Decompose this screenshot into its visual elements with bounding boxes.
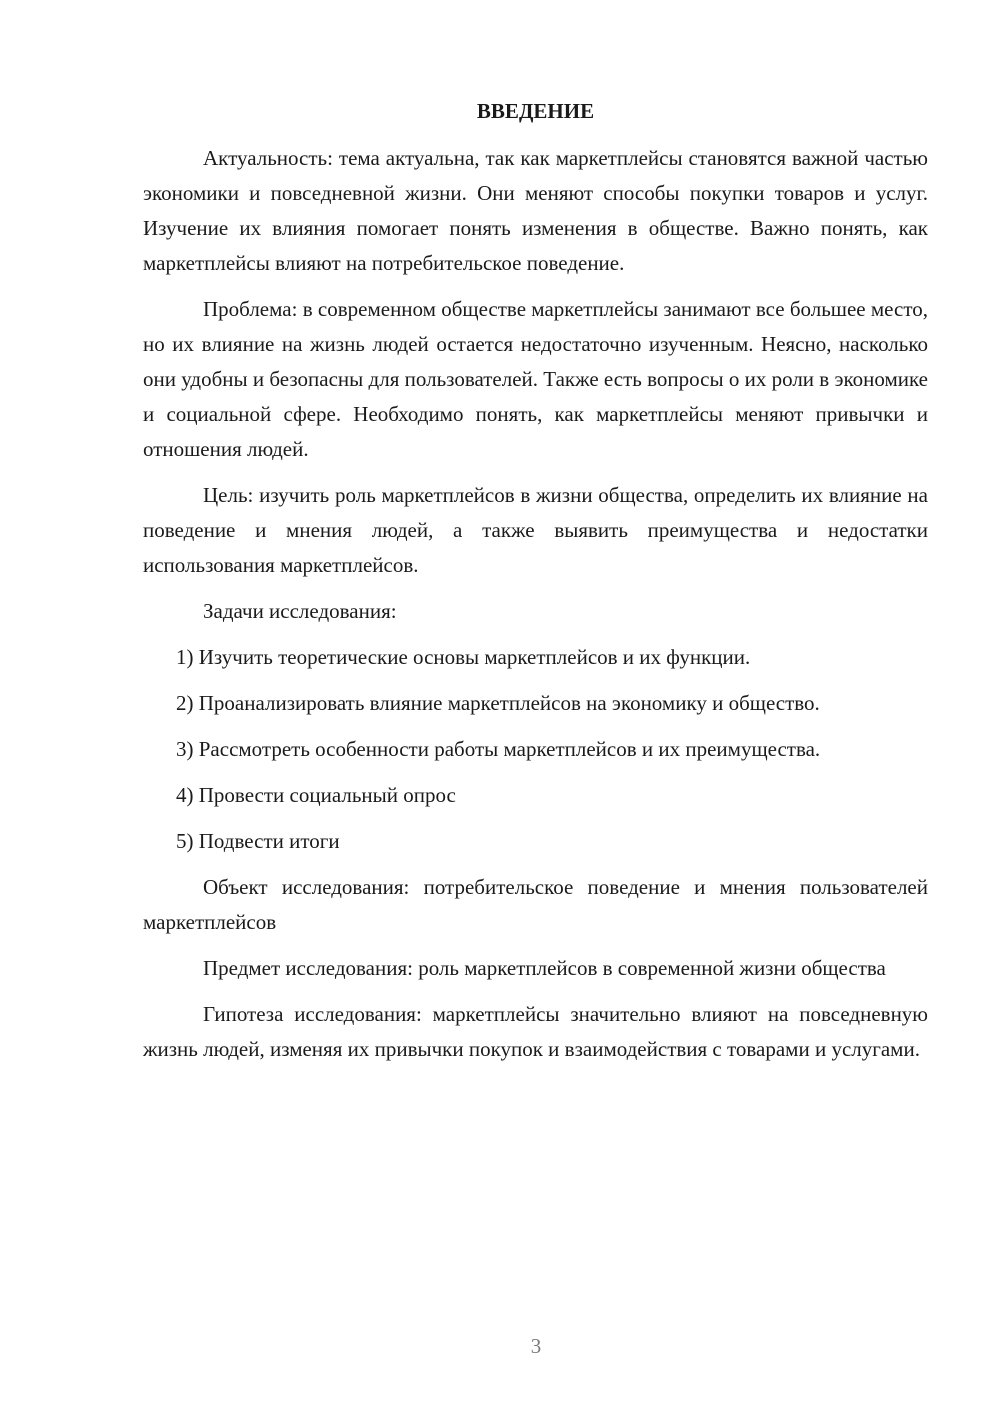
relevance-paragraph: Актуальность: тема актуальна, так как маркетплейсы становятся важной частью экономики и повседневной жизни. Они меняют способы покупки товаров и услуг. Изучение их влияния помогает понять изменения в обществе. Важно понять, как маркетплейсы влияют на потребительское поведение. xyxy=(143,146,928,275)
hypothesis-paragraph: Гипотеза исследования: маркетплейсы значительно влияют на повседневную жизнь людей, изменяя их привычки покупок и взаимодействия с товарами и услугами. xyxy=(143,1002,928,1061)
object-paragraph: Объект исследования: потребительское поведение и мнения пользователей маркетплейсов xyxy=(143,875,928,934)
subject-paragraph: Предмет исследования: роль маркетплейсов в современной жизни общества xyxy=(203,956,886,980)
page-number: 3 xyxy=(530,1334,542,1358)
page-title: ВВЕДЕНИЕ xyxy=(476,99,595,123)
problem-paragraph: Проблема: в современном обществе маркетплейсы занимают все большее место, но их влияние на жизнь людей остается недостаточно изученным. Неясно, насколько они удобны и безопасны для пользователей. Также есть вопросы о их роли в экономике и социальной сфере. Необходимо понять, как маркетплейсы меняют привычки и отношения людей. xyxy=(143,297,928,461)
goal-paragraph: Цель: изучить роль маркетплейсов в жизни общества, определить их влияние на поведение и мнения людей, а также выявить преимущества и недостатки использования маркетплейсов. xyxy=(143,483,928,577)
document-body xyxy=(143,95,928,1078)
task-item-4: 4) Провести социальный опрос xyxy=(176,783,456,807)
task-item-1: 1) Изучить теоретические основы маркетплейсов и их функции. xyxy=(176,645,751,669)
task-item-3: 3) Рассмотреть особенности работы маркетплейсов и их преимущества. xyxy=(176,737,821,761)
task-item-2: 2) Проанализировать влияние маркетплейсов на экономику и общество. xyxy=(176,691,820,715)
tasks-intro: Задачи исследования: xyxy=(203,599,397,623)
task-item-5: 5) Подвести итоги xyxy=(176,829,340,853)
